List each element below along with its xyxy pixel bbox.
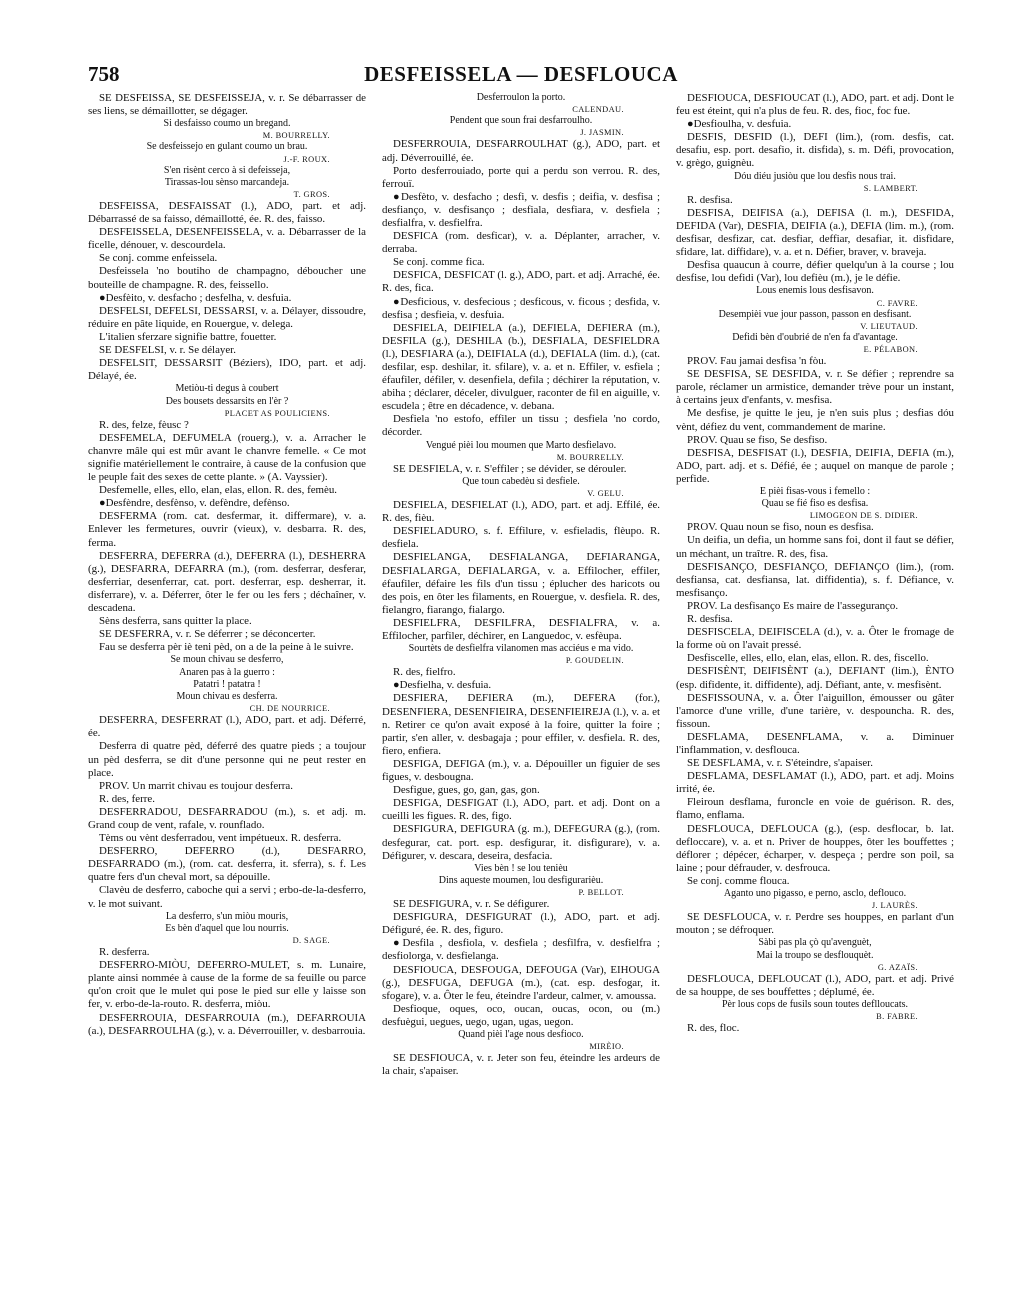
dictionary-entry: SE DESFERRA, v. r. Se déferrer ; se déconcerter.: [99, 628, 316, 641]
dictionary-entry: DESFICA, DESFICAT (l. g.), ADO, part. et adj. Arraché, ée. R. des, fica.: [382, 269, 660, 295]
dictionary-entry: DESFERRA, DESFERRAT (l.), ADO, part. et adj. Déferré, ée.: [88, 714, 366, 740]
dictionary-entry: DESFIELA, DESFIELAT (l.), ADO, part. et adj. Effilé, ée. R. des, fièu.: [382, 499, 660, 525]
dictionary-entry: DESFELSI, DEFELSI, DESSARSI, v. a. Délayer, dissoudre, réduire en pâte liquide, en Rouergue, v. delega.: [88, 304, 366, 330]
dictionary-entry: DESFERRADOU, DESFARRADOU (m.), s. et adj. m. Grand coup de vent, rafale, v. rounflado.: [88, 805, 366, 831]
dictionary-entry: DESFISCELA, DEIFISCELA (d.), v. a. Ôter le fromage de la forme où on l'avait pressé.: [676, 626, 954, 652]
quotation: Defidi bèn d'oubrié de n'en fa d'avantage.: [732, 331, 898, 343]
dictionary-entry: DESFIGURA, DESFIGURAT (l.), ADO, part. et adj. Défiguré, ée. R. des, figuro.: [382, 911, 660, 937]
quotation-author: B. FABRE.: [876, 1012, 918, 1022]
dictionary-entry: Clavèu de desferro, caboche qui a servi ; erbo-de-la-desferro, v. le mot suivant.: [88, 884, 366, 910]
quotation: E pièi fisas-vous i femello : Quau se fié fiso es desfisa.: [759, 485, 871, 510]
quotation-author: MIRÈIO.: [589, 1042, 624, 1052]
dictionary-entry: Un deifia, un defia, un homme sans foi, dont il faut se défier, un méchant, un traître. R. des, fisa.: [676, 534, 954, 560]
dictionary-entry: Se conj. comme fica.: [393, 256, 485, 269]
quotation: Quand pièi l'age nous desfioco.: [458, 1029, 584, 1041]
quotation: Pèr lous cops de fusils soun toutes deflloucats.: [721, 998, 909, 1010]
dictionary-entry: DESFIOUCA, DESFIOUCAT (l.), ADO, part. et adj. Dont le feu est éteint, qui n'a plus de feu. R. des, fioc, foc fue.: [676, 92, 954, 118]
dictionary-entry: DESFLOUCA, DEFLOUCA (g.), (esp. desflocar, b. lat. defloccare), v. a. et n. Priver de houppes, ôter les bouffettes ; déflorer ; dépécer, écharper, v. despeça ; perdre son poil, sa laine ; pour défrauder, v. desfrouca.: [676, 822, 954, 874]
dictionary-entry: ●Desfila , desfiola, v. desfiela ; desfilfra, v. desfielfra ; desfiolorga, v. desfielanga.: [382, 937, 660, 963]
dictionary-entry: Desfemelle, elles, ello, elan, elas, ellon. R. des, femèu.: [99, 484, 337, 497]
quotation-author: M. BOURRELLY.: [556, 452, 624, 462]
dictionary-entry: Desferra di quatre pèd, déferré des quatre pieds ; a toujour un pèd desferra, se dit d'une personne qui ne peut rester en place.: [88, 740, 366, 779]
dictionary-entry: R. des, floc.: [687, 1022, 740, 1035]
dictionary-entry: DESFEMELA, DEFUMELA (rouerg.), v. a. Arracher le chanvre mâle qui est mûr avant le chanvre femelle. « Ce mot signifie matériellement le contraire, à cause de la confusion que le peuple fait des sexes de cette plante. » (A. Vayssier).: [88, 431, 366, 484]
dictionary-entry: Desfeissela 'no boutiho de champagno, déboucher une bouteille de champagne. R. des, feissello.: [88, 265, 366, 291]
dictionary-entry: Desfiscelle, elles, ello, elan, elas, ellon. R. des, fiscello.: [687, 652, 929, 665]
dictionary-entry: DESFERRO, DEFERRO (d.), DESFARRO, DESFARRADO (m.), (rom. cat. desferra, it. sferra), s. f. Les quatre fers d'un cheval mort, sa dépouille.: [88, 845, 366, 884]
dictionary-entry: DESFLAMA, DESENFLAMA, v. a. Diminuer l'inflammation, v. desflouca.: [676, 730, 954, 756]
quotation: Sourtèts de desfielfra vilanomen mas acciéus e ma vido.: [408, 643, 634, 655]
dictionary-entry: ●Desfielha, v. desfuia.: [393, 679, 492, 692]
dictionary-entry: DESFERMA (rom. cat. desfermar, it. differmare), v. a. Enlever les fermetures, ouvrir (vieux), v. desbarra. R. des, ferma.: [88, 510, 366, 549]
dictionary-entry: DESFIS, DESFID (l.), DEFI (lim.), (rom. desfis, cat. desafiu, esp. port. desafio, it. disfida), s. m. Défi, provocation, v. grègo, guignèu.: [676, 131, 954, 170]
dictionary-entry: DESFISSOUNA, v. a. Ôter l'aiguillon, émousser ou gâter l'amorce d'une vrille, d'une tarière, v. despouncha. R. des, fissoun.: [676, 691, 954, 730]
dictionary-entry: Desfisa quaucun à courre, défier quelqu'un à la course ; lou desfise, lou defidi (Var), lou defièu (m.), je le défie.: [676, 259, 954, 285]
quotation-author: D. SAGE.: [292, 936, 330, 946]
dictionary-entry: R. desfisa.: [687, 193, 733, 206]
quotation-author: J. JASMIN.: [580, 128, 624, 138]
dictionary-entry: DESFERROUIA, DESFARROULHAT (g.), ADO, part. et adj. Déverrouillé, ée.: [382, 138, 660, 164]
running-head: DESFEISSELA — DESFLOUCA: [364, 62, 678, 86]
dictionary-entry: Porto desferrouiado, porte qui a perdu son verrou. R. des, ferrouï.: [382, 164, 660, 190]
dictionary-entry: DESFIELADURO, s. f. Effilure, v. esfieladis, flèupo. R. desfiela.: [382, 525, 660, 551]
dictionary-entry: PROV. Quau se fiso, Se desfiso.: [687, 433, 828, 446]
quotation: Dóu diéu jusiòu que lou desfis nous trai.: [734, 170, 896, 182]
quotation: Desferroulon la porto.: [476, 92, 566, 103]
quotation-author: V. GELU.: [587, 489, 624, 499]
dictionary-entry: SE DESFIELA, v. r. S'effiler ; se dévider, se dérouler.: [393, 462, 627, 475]
dictionary-entry: Fau se desferra pèr iè teni pèd, on a de la peine à le suivre.: [99, 641, 354, 654]
dictionary-entry: DESFIOUCA, DESFOUGA, DEFOUGA (Var), EIHOUGA (g.), DESFUGA, DEFUGA (m.), (cat. esp. desfogar, it. sfogare), v. a. Ôter le feu, éteindre l'ardeur, calmer, v. amoussa.: [382, 963, 660, 1002]
dictionary-entry: SE DESFIGURA, v. r. Se défigurer.: [393, 898, 550, 911]
dictionary-entry: L'italien sferzare signifie battre, fouetter.: [99, 330, 277, 343]
quotation-author: P. GOUDELIN.: [565, 656, 624, 666]
quotation: Vengué pièi lou moumen que Marto desfielavo.: [425, 439, 617, 451]
dictionary-entry: SE DESFELSI, v. r. Se délayer.: [99, 344, 236, 357]
dictionary-entry: PROV. Un marrit chivau es toujour desferra.: [99, 779, 293, 792]
dictionary-entry: DESFISÈNT, DEIFISÈNT (a.), DEFIANT (lim.), ÈNTO (esp. difidente, it. diffidente), adj. Défiant, ante, v. mesfisènt.: [676, 665, 954, 691]
dictionary-entry: SE DESFLAMA, v. r. S'éteindre, s'apaiser.: [687, 757, 873, 770]
dictionary-entry: Me desfise, je quitte le jeu, je n'en suis plus ; desfias dóu vènt, défiez du vent, commandement de marine.: [676, 407, 954, 433]
quotation-author: CALENDAU.: [572, 105, 624, 115]
dictionary-entry: R. des, fielfro.: [393, 666, 456, 679]
quotation-author: G. AZAÏS.: [877, 962, 918, 972]
quotation-author: V. LIEUTAUD.: [860, 321, 918, 331]
quotation-author: T. GROS.: [293, 190, 330, 199]
dictionary-entry: DESFERRA, DEFERRA (d.), DEFERRA (l.), DESHERRA (g.), DESFARRA, DEFARRA (m.), (rom. desferrar, desferar, desferriar, desenferrar, cat. port. desferrar, esp. desherrar, it. disferrare), v. a. Déferrer, ôter le fer ou les fers ; déchaîner, v. descadena.: [88, 549, 366, 615]
dictionary-entry: ●Desfèito, v. desfacho ; desfelha, v. desfuia.: [99, 291, 292, 304]
quotation-author: J. LAURÈS.: [871, 901, 918, 911]
dictionary-entry: R. desferra.: [99, 946, 150, 959]
column-left: [88, 92, 366, 1232]
quotation: Lous enemis lous desfisavon.: [756, 285, 874, 297]
dictionary-entry: Desfiela 'no estofo, effiler un tissu ; desfiela 'no cordo, décorder.: [382, 413, 660, 439]
quotation-author: E. PÉLABON.: [863, 345, 918, 355]
dictionary-entry: Desfigue, gues, go, gan, gas, gon.: [393, 784, 540, 797]
quotation-author: P. BELLOT.: [578, 888, 624, 898]
dictionary-entry: DESFERRO-MIÒU, DEFERRO-MULET, s. m. Lunaire, plante ainsi nommée à cause de la forme de sa feuille ou parce qu'on croit que le mulet qui pose le pied sur elle y laisse son fer, v. erbo-de-la-routo. R. desferra, miòu.: [88, 959, 366, 1011]
dictionary-entry: DESFERROUIA, DESFARROUIA (m.), DEFARROUIA (a.), DESFARROULHA (g.), v. a. Déverrouiller, v. desbarrouia.: [88, 1011, 366, 1037]
quotation: Pendent que soun frai desfarroulho.: [449, 115, 593, 127]
quotation-author: S. LAMBERT.: [863, 183, 918, 193]
quotation: Aganto uno pigasso, e perno, asclo, deflouco.: [723, 888, 907, 899]
quotation-author: M. BOURRELLY.: [262, 131, 330, 141]
dictionary-entry: SE DESFEISSA, SE DESFEISSEJA, v. r. Se débarrasser de ses liens, se démaillotter, se dégager.: [88, 92, 366, 118]
quotation-author: CH. DE NOURRICE.: [249, 704, 330, 714]
quotation: Metiòu-ti degus à coubert Des bousets dessarsits en l'èr ?: [165, 383, 289, 407]
dictionary-entry: SE DESFIOUCA, v. r. Jeter son feu, éteindre les ardeurs de la chair, s'apaiser.: [382, 1052, 660, 1078]
quotation: Que toun cabedèu si desfiele.: [462, 475, 580, 487]
dictionary-entry: DESFIERA, DEFIERA (m.), DEFERA (for.), DESENFIERA, DESENFIEIRA, DESENFIEIREJA (l.), v. a. et n. Retirer ce qu'on avait exposé à la foire, quitter la foire ; partir, s'en aller, v. desbagaja ; pour effiler, v. desfiela. R. des, fiero, enfiera.: [382, 692, 660, 757]
dictionary-columns: [88, 92, 954, 1232]
dictionary-entry: Sèns desferra, sans quitter la place.: [99, 615, 252, 628]
quotation: Si desfaisso coumo un bregand.: [163, 118, 291, 130]
column-middle: [382, 92, 660, 1232]
dictionary-entry: R. desfisa.: [687, 613, 733, 626]
dictionary-entry: R. des, felze, fèusc ?: [99, 418, 189, 431]
dictionary-entry: DESFIGURA, DEFIGURA (g. m.), DEFEGURA (g.), (rom. desfegurar, cat. port. esp. desfigurar, it. disfigurare), v. a. Défigurer, v. descara, deseira, desfacia.: [382, 823, 660, 862]
dictionary-entry: ●Desfèto, v. desfacho ; desfi, v. desfis ; deifia, v. desfisa ; desfianço, v. desfisanço ; desfiala, desfiara, v. desfiela ; desfialfra, v. desfielfra.: [382, 190, 660, 229]
dictionary-entry: PROV. Quau noun se fiso, noun es desfisa.: [687, 521, 874, 534]
quotation-author: J.-F. ROUX.: [283, 154, 330, 164]
dictionary-entry: DESFIGA, DEFIGA (m.), v. a. Dépouiller un figuier de ses figues, v. desbougna.: [382, 757, 660, 784]
quotation: Sàbi pas pla çò qu'avenguèt, Mai la troupo se desflouquèt.: [756, 937, 874, 961]
dictionary-entry: Fleiroun desflama, furoncle en voie de guérison. R. des, flamo, enflama.: [676, 796, 954, 822]
dictionary-entry: DESFISANÇO, DESFIANÇO, DEFIANÇO (lim.), (rom. desfiansa, cat. desfiansa, lat. diffidentia), s. f. Défiance, v. mesfisanço.: [676, 560, 954, 599]
dictionary-entry: Se conj. comme flouca.: [687, 874, 790, 887]
dictionary-entry: SE DESFLOUCA, v. r. Perdre ses houppes, en parlant d'un mouton ; se défroquer.: [676, 911, 954, 937]
dictionary-entry: Se conj. comme enfeissela.: [99, 252, 218, 265]
dictionary-entry: DESFIELFRA, DESFILFRA, DESFIALFRA, v. a. Effilocher, parfiler, déchirer, en Languedoc, v. esfèupa.: [382, 616, 660, 642]
quotation: La desferro, s'un miòu mouris, Es bèn d'aquel que lou nourris.: [165, 910, 289, 934]
dictionary-entry: DESFLOUCA, DEFLOUCAT (l.), ADO, part. et adj. Privé de sa houppe, de ses bouffettes ; déplumé, ée.: [676, 972, 954, 998]
page-header: [88, 62, 954, 90]
quotation-author: PLACET AS POULICIENS.: [224, 408, 330, 418]
dictionary-entry: DESFEISSELA, DESENFEISSELA, v. a. Débarrasser de la ficelle, dénouer, v. descourdela.: [88, 226, 366, 252]
quotation: Desempièi vue jour passon, passon en desfisant.: [718, 308, 912, 320]
dictionary-entry: ●Desfioulha, v. desfuia.: [687, 118, 792, 131]
dictionary-entry: DESFIELA, DEIFIELA (a.), DEFIELA, DEFIERA (m.), DESFILA (g.), DESHILA (b.), DESFIALA, DESFIELDRA (l.), DESFIARA (a.), DEIFIALA (d.), DEFIALA (lim. d.), (cat. desfilar, esp. deshilar, it. sfilare), v. a. et n. Effiler, v. esfiela ; éfaufiler, défiler, v. desenfiela, defila ; déchirer la réputation, v. abiha ; déclarer, déceler, divulguer, raconter de fil en aiguille, v. escudela ; être en décadence, v. debana.: [382, 321, 660, 413]
column-right: [676, 92, 954, 1232]
dictionary-entry: DESFIELANGA, DESFIALANGA, DEFIARANGA, DESFIALARGA, DEFIALARGA, v. a. Effilocher, effiler, éfaufiler, défaire les fils d'un tissu ; éplucher des haricots ou des pois, en ôter les filaments, en Rouergue, v. desfiela. R. des, fielangro, fiarango, fialargo.: [382, 551, 660, 616]
dictionary-entry: Desfioque, oques, oco, oucan, oucas, ocon, ou (m.) desfuègui, uegues, uego, ugan, ugas, uegon.: [382, 1002, 660, 1028]
dictionary-entry: DESFICA (rom. desficar), v. a. Déplanter, arracher, v. derraba.: [382, 230, 660, 256]
dictionary-entry: PROV. Fau jamai desfisa 'n fòu.: [687, 355, 827, 368]
dictionary-entry: DESFIGA, DESFIGAT (l.), ADO, part. et adj. Dont on a cueilli les figues. R. des, figo.: [382, 797, 660, 823]
dictionary-entry: DESFEISSA, DESFAISSAT (l.), ADO, part. et adj. Débarrassé de sa faisso, démaillotté, ée. R. des, faisso.: [88, 200, 366, 226]
dictionary-entry: DESFISA, DESFISAT (l.), DESFIA, DEIFIA, DEFIA (m.), ADO, part. adj. et s. Défié, ée ; auquel on manque de parole ; perfide.: [676, 446, 954, 485]
dictionary-entry: PROV. La desfisanço Es maire de l'asseguranço.: [687, 599, 899, 612]
quotation: Se moun chivau se desferro, Anaren pas à la guerro : Patatri ! patatra ! Moun chivau es desferra.: [170, 654, 284, 703]
quotation: Vies bèn ! se lou tenièu Dins aqueste moumen, lou desfigurarièu.: [438, 862, 604, 886]
dictionary-entry: DESFLAMA, DESFLAMAT (l.), ADO, part. et adj. Moins irrité, ée.: [676, 770, 954, 796]
dictionary-entry: ●Desfèndre, desfènso, v. defèndre, defènso.: [99, 497, 290, 510]
dictionary-entry: ●Desficious, v. desfecious ; desficous, v. ficous ; desfida, v. desfisa ; desfieia, v. desfuia.: [382, 295, 660, 321]
page-number: 758: [88, 62, 120, 86]
dictionary-entry: DESFISA, DEIFISA (a.), DEFISA (l. m.), DESFIDA, DEFIDA (Var), DESFIA, DEIFIA (a.), DEFIA (lim. m.), (rom. desfisar, desfizar, cat. desfiar, deffiar, desafiar, it. disfidare, sfidare, lat. diffidare), v. a. et n. Défier, braver, v. braveja.: [676, 206, 954, 259]
quotation: S'en risènt cerco à si defeisseja, Tirassas-lou sènso marcandeja.: [163, 164, 291, 188]
dictionary-entry: SE DESFISA, SE DESFIDA, v. r. Se défier ; reprendre sa parole, réclamer un armistice, demander trève pour un instant, à certains jeux d'enfants, v. mesfisa.: [676, 368, 954, 407]
dictionary-entry: R. des, ferre.: [99, 792, 155, 805]
quotation: Se desfeissejo en gulant coumo un brau.: [146, 141, 308, 153]
dictionary-entry: DESFELSIT, DESSARSIT (Béziers), IDO, part. et adj. Délayé, ée.: [88, 357, 366, 383]
quotation-author: LIMOGEON DE S. DIDIER.: [809, 511, 918, 521]
dictionary-entry: Tèms ou vènt desferradou, vent impétueux. R. desferra.: [99, 832, 342, 845]
quotation-author: C. FAVRE.: [876, 298, 918, 308]
